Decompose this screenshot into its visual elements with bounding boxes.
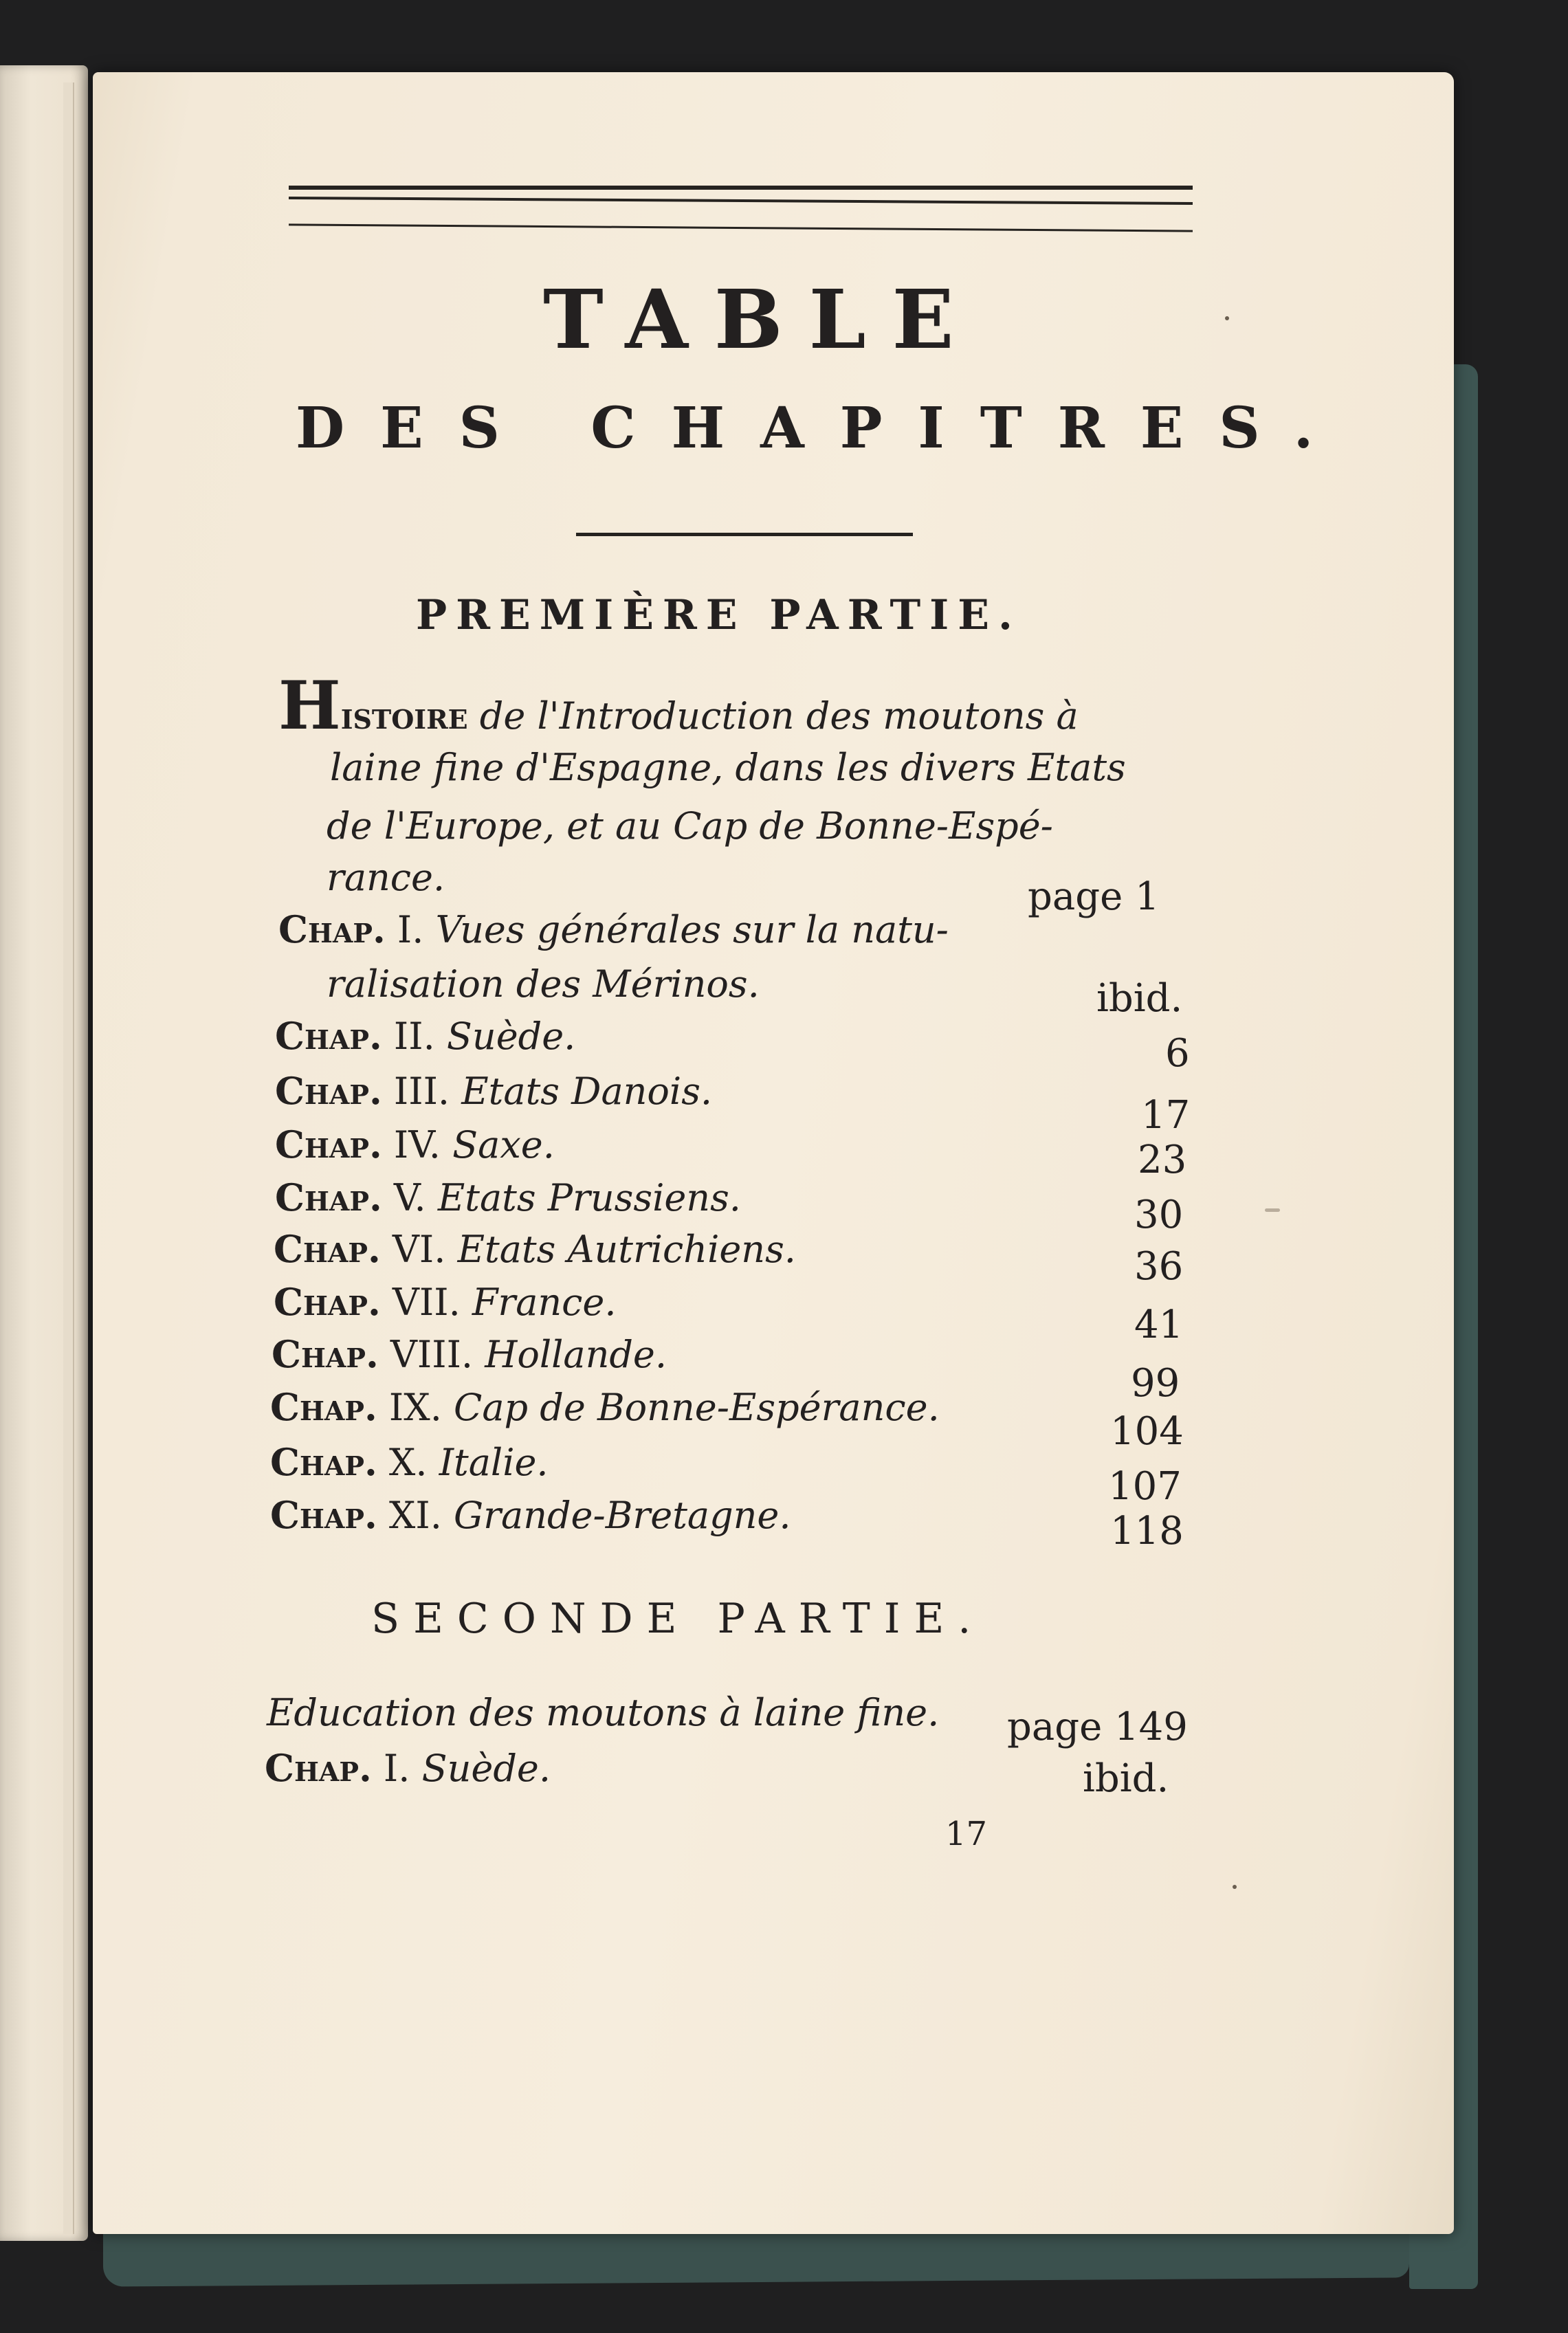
chap-page: 104: [1110, 1409, 1184, 1454]
chap-title: Grande-Bretagne.: [454, 1494, 791, 1537]
chap-title: Vues générales sur la natu-: [435, 908, 949, 951]
toc-entry: [278, 907, 949, 951]
chap-page: 30: [1134, 1193, 1184, 1237]
toc-entry: [274, 1227, 796, 1271]
toc-entry: [270, 1493, 791, 1537]
chap-title: France.: [472, 1281, 617, 1324]
page-stack-edge: [63, 82, 74, 2234]
toc-entry: [270, 1385, 940, 1429]
chap-label: Chap.: [270, 1493, 377, 1537]
header-rule: [289, 186, 1193, 190]
chap-page: 36: [1134, 1244, 1184, 1289]
chap-title: Etats Autrichiens.: [457, 1228, 796, 1271]
chap-label: Chap.: [275, 1123, 382, 1166]
chap-num: I.: [383, 1747, 410, 1790]
toc-entry: [274, 1280, 617, 1324]
chap-num: VII.: [392, 1281, 461, 1324]
chap-label: Chap.: [275, 1175, 382, 1219]
chap-label: Chap.: [270, 1385, 377, 1429]
chap-num: IX.: [388, 1386, 442, 1429]
toc-entry: [275, 1123, 555, 1166]
chap-page: 99: [1131, 1361, 1180, 1406]
chap-num: IV.: [393, 1123, 441, 1166]
intro-line-3: de l'Europe, et au Cap de Bonne-Espé-: [327, 804, 1053, 848]
part-heading: SECONDE PARTIE.: [371, 1595, 985, 1643]
chap-label: Chap.: [275, 1069, 382, 1113]
chap-title: Etats Prussiens.: [437, 1176, 741, 1219]
paper-speck: [1233, 1885, 1237, 1889]
drop-initial: H: [278, 667, 341, 744]
toc-entry: [265, 1746, 551, 1790]
chap-title-cont: ralisation des Mérinos.: [327, 962, 760, 1006]
chap-page: 107: [1108, 1464, 1182, 1509]
chap-page: 17: [1141, 1093, 1191, 1138]
chap-title: Cap de Bonne-Espérance.: [454, 1386, 940, 1429]
intro-line-2: laine fine d'Espagne, dans les divers Etats: [330, 746, 1126, 789]
part-heading: PREMIÈRE PARTIE.: [416, 591, 1022, 639]
chap-title: Suède.: [446, 1015, 576, 1058]
part2-intro-page: page 149: [1007, 1705, 1188, 1749]
paper-speck: [1225, 316, 1229, 320]
toc-entry: [270, 1440, 549, 1484]
chap-num: XI.: [388, 1494, 442, 1537]
chap-title: Suède.: [421, 1747, 551, 1790]
chap-label: Chap.: [270, 1440, 377, 1484]
chap-label: Chap.: [274, 1280, 381, 1324]
chap-label: Chap.: [275, 1014, 382, 1058]
chap-label: Chap.: [274, 1227, 381, 1271]
paper-speck: [1265, 1208, 1280, 1212]
chap-page: 118: [1110, 1509, 1184, 1554]
chap-title: Etats Danois.: [461, 1070, 713, 1113]
chap-page: ibid.: [1083, 1756, 1169, 1801]
chap-num: II.: [393, 1015, 435, 1058]
chap-label: Chap.: [265, 1746, 372, 1790]
signature-mark: 17: [945, 1815, 988, 1853]
chap-num: VIII.: [390, 1333, 474, 1376]
chap-num: VI.: [392, 1228, 446, 1271]
chap-title: Saxe.: [452, 1123, 555, 1166]
chap-label: Chap.: [272, 1332, 379, 1376]
chap-num: III.: [393, 1070, 450, 1113]
intro-line-4: rance.: [327, 856, 445, 899]
intro-text: de l'Introduction des moutons à: [479, 694, 1079, 738]
chap-page: 41: [1134, 1303, 1184, 1347]
page-title: TABLE: [543, 272, 980, 367]
chap-title: Hollande.: [485, 1333, 667, 1376]
chap-num: X.: [388, 1441, 428, 1484]
chap-title: Italie.: [439, 1441, 549, 1484]
part2-intro: Education des moutons à laine fine.: [267, 1691, 940, 1734]
divider-rule: [576, 533, 913, 536]
intro-smallcaps: istoire: [340, 694, 468, 738]
intro-page: page 1: [1028, 874, 1160, 919]
chap-page: 23: [1138, 1138, 1187, 1182]
chap-num: V.: [393, 1176, 426, 1219]
page-subtitle: DES CHAPITRES.: [296, 395, 1349, 461]
chap-page: ibid.: [1096, 976, 1183, 1021]
chap-label: Chap.: [278, 907, 386, 951]
chap-num: I.: [397, 908, 424, 951]
intro-line-1: [278, 667, 1079, 744]
toc-entry: [275, 1069, 712, 1113]
chap-page: 6: [1165, 1031, 1190, 1076]
toc-entry: [275, 1175, 741, 1219]
toc-entry: [272, 1332, 667, 1376]
toc-entry: [275, 1014, 575, 1058]
facing-page-edge: [0, 65, 88, 2241]
